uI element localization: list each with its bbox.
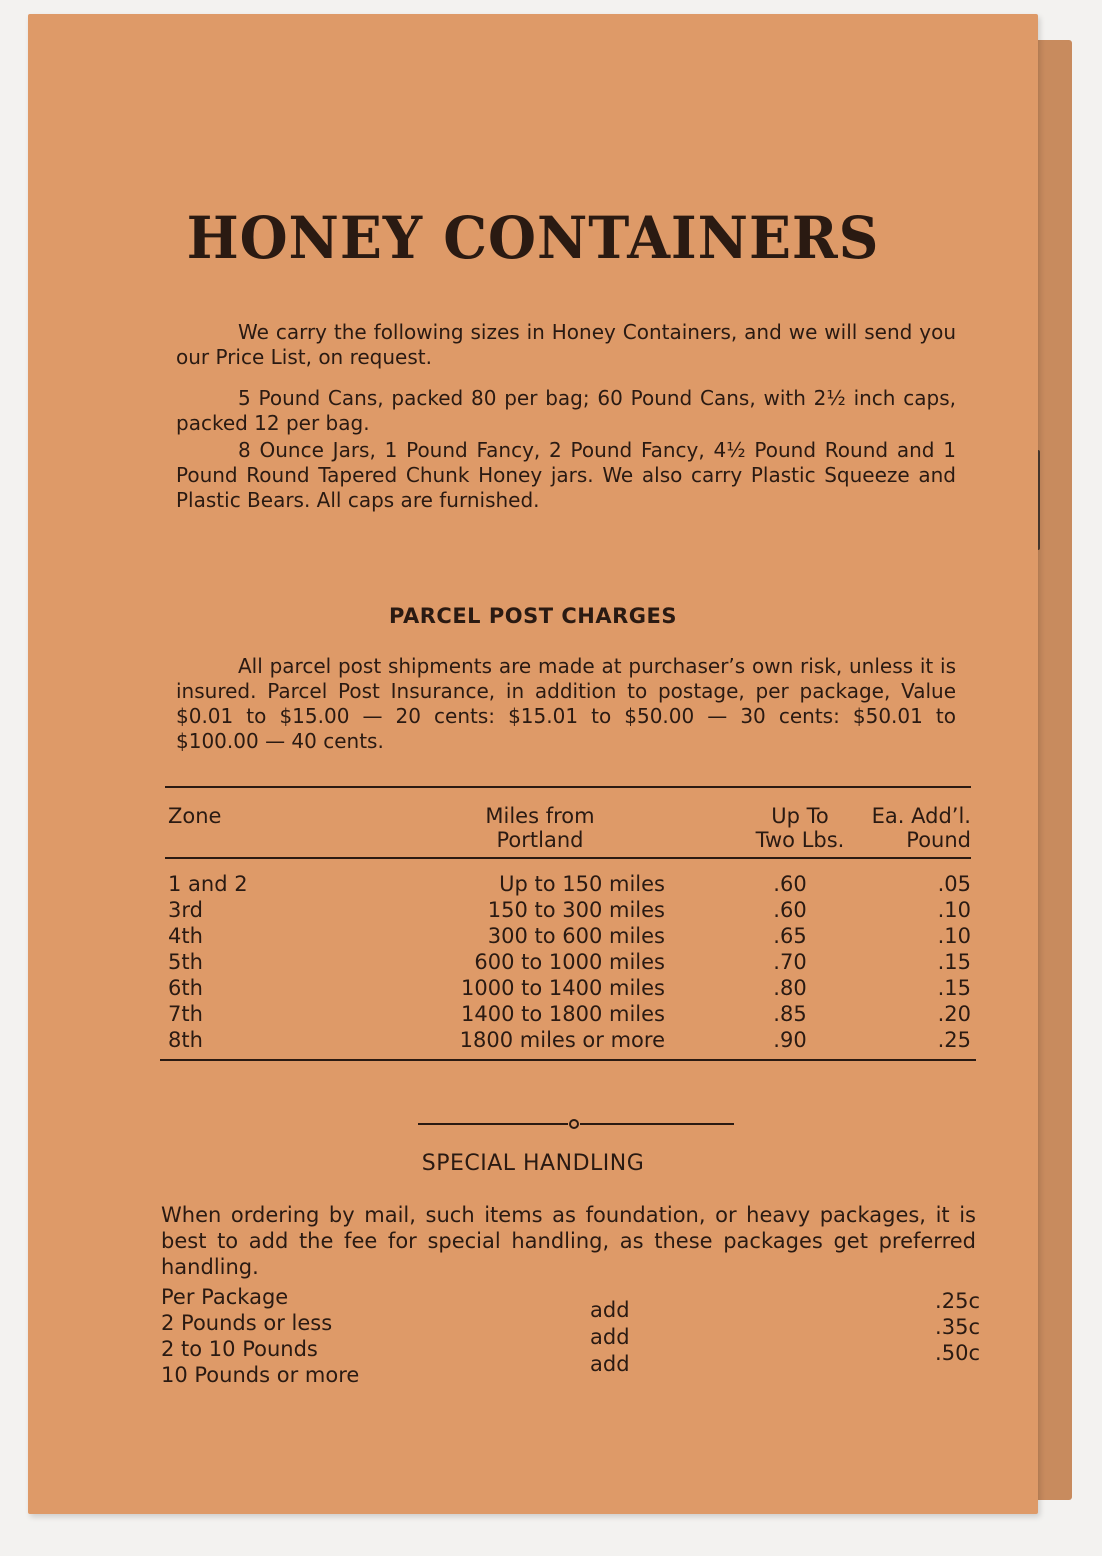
header-ea-line1: Ea. Add’l. [871,804,971,828]
handling-fee: .25c [935,1289,980,1313]
page-title: HONEY CONTAINERS [186,204,880,272]
miles-cell: 300 to 600 miles [487,924,665,948]
jars-paragraph: 8 Ounce Jars, 1 Pound Fancy, 2 Pound Fancy, 4½ Pound Round and 1 Pound Round Tapered Chunk Honey jars. We also carry Plastic Squeeze and Plastic Bears. All caps are furnished. [176,438,956,512]
zone-cell: 6th [168,976,203,1000]
header-up-line1: Up To [771,804,829,828]
zone-cell: 1 and 2 [168,872,248,896]
zone-cell: 5th [168,950,203,974]
each-additional-pound-cell: .15 [937,950,971,974]
booklet-page [28,14,1038,1514]
header-miles-line1: Miles from [485,804,595,828]
intro-paragraph: We carry the following sizes in Honey Containers, and we will send you our Price List, on request. [176,320,956,369]
up-to-two-lbs-cell: .70 [773,950,807,974]
handling-fee: .35c [935,1315,980,1339]
up-to-two-lbs-cell: .85 [773,1002,807,1026]
miles-cell: 1000 to 1400 miles [461,976,665,1000]
zone-cell: 3rd [168,898,203,922]
header-up-line2: Two Lbs. [755,828,845,852]
cans-paragraph: 5 Pound Cans, packed 80 per bag; 60 Pound Cans, with 2½ inch caps, packed 12 per bag. [176,386,956,435]
table-top-rule [165,786,971,788]
zone-cell: 7th [168,1002,203,1026]
table-bottom-rule [160,1059,976,1061]
handling-add-label: add [590,1298,630,1322]
ornament-divider [418,1119,734,1129]
up-to-two-lbs-cell: .60 [773,898,807,922]
handling-weight-label: 10 Pounds or more [161,1363,360,1387]
up-to-two-lbs-cell: .80 [773,976,807,1000]
parcel-post-paragraph: All parcel post shipments are made at purchaser’s own risk, unless it is insured. Parcel Post Insurance, in addition to postage, per package, Value $0.01 to $15.00 — 20 cents: $15.01 to $50.00 — 30 cents: $50.01 to $100.00 — 40 cents. [176,654,956,753]
miles-cell: 600 to 1000 miles [474,950,665,974]
handling-fee: .50c [935,1341,980,1365]
header-miles-line2: Portland [496,828,584,852]
handling-weight-label: 2 to 10 Pounds [161,1337,318,1361]
per-package-label: Per Package [161,1285,289,1309]
each-additional-pound-cell: .15 [937,976,971,1000]
header-zone: Zone [168,804,222,828]
each-additional-pound-cell: .10 [937,924,971,948]
miles-cell: 1400 to 1800 miles [461,1002,665,1026]
each-additional-pound-cell: .20 [937,1002,971,1026]
up-to-two-lbs-cell: .65 [773,924,807,948]
each-additional-pound-cell: .25 [937,1028,971,1052]
miles-cell: Up to 150 miles [499,872,665,896]
zone-cell: 8th [168,1028,203,1052]
special-handling-heading: SPECIAL HANDLING [421,1151,645,1176]
handling-add-label: add [590,1325,630,1349]
miles-cell: 1800 miles or more [459,1028,665,1052]
header-ea-line2: Pound [906,828,971,852]
each-additional-pound-cell: .10 [937,898,971,922]
zone-cell: 4th [168,924,203,948]
up-to-two-lbs-cell: .90 [773,1028,807,1052]
table-header-rule [165,857,971,859]
each-additional-pound-cell: .05 [937,872,971,896]
up-to-two-lbs-cell: .60 [773,872,807,896]
handling-weight-label: 2 Pounds or less [161,1311,333,1335]
handling-add-label: add [590,1352,630,1376]
special-handling-paragraph: When ordering by mail, such items as foundation, or heavy packages, it is best to add the fee for special handling, as these packages get preferred handling. [161,1203,976,1279]
parcel-post-heading: PARCEL POST CHARGES [389,604,677,628]
miles-cell: 150 to 300 miles [487,898,665,922]
